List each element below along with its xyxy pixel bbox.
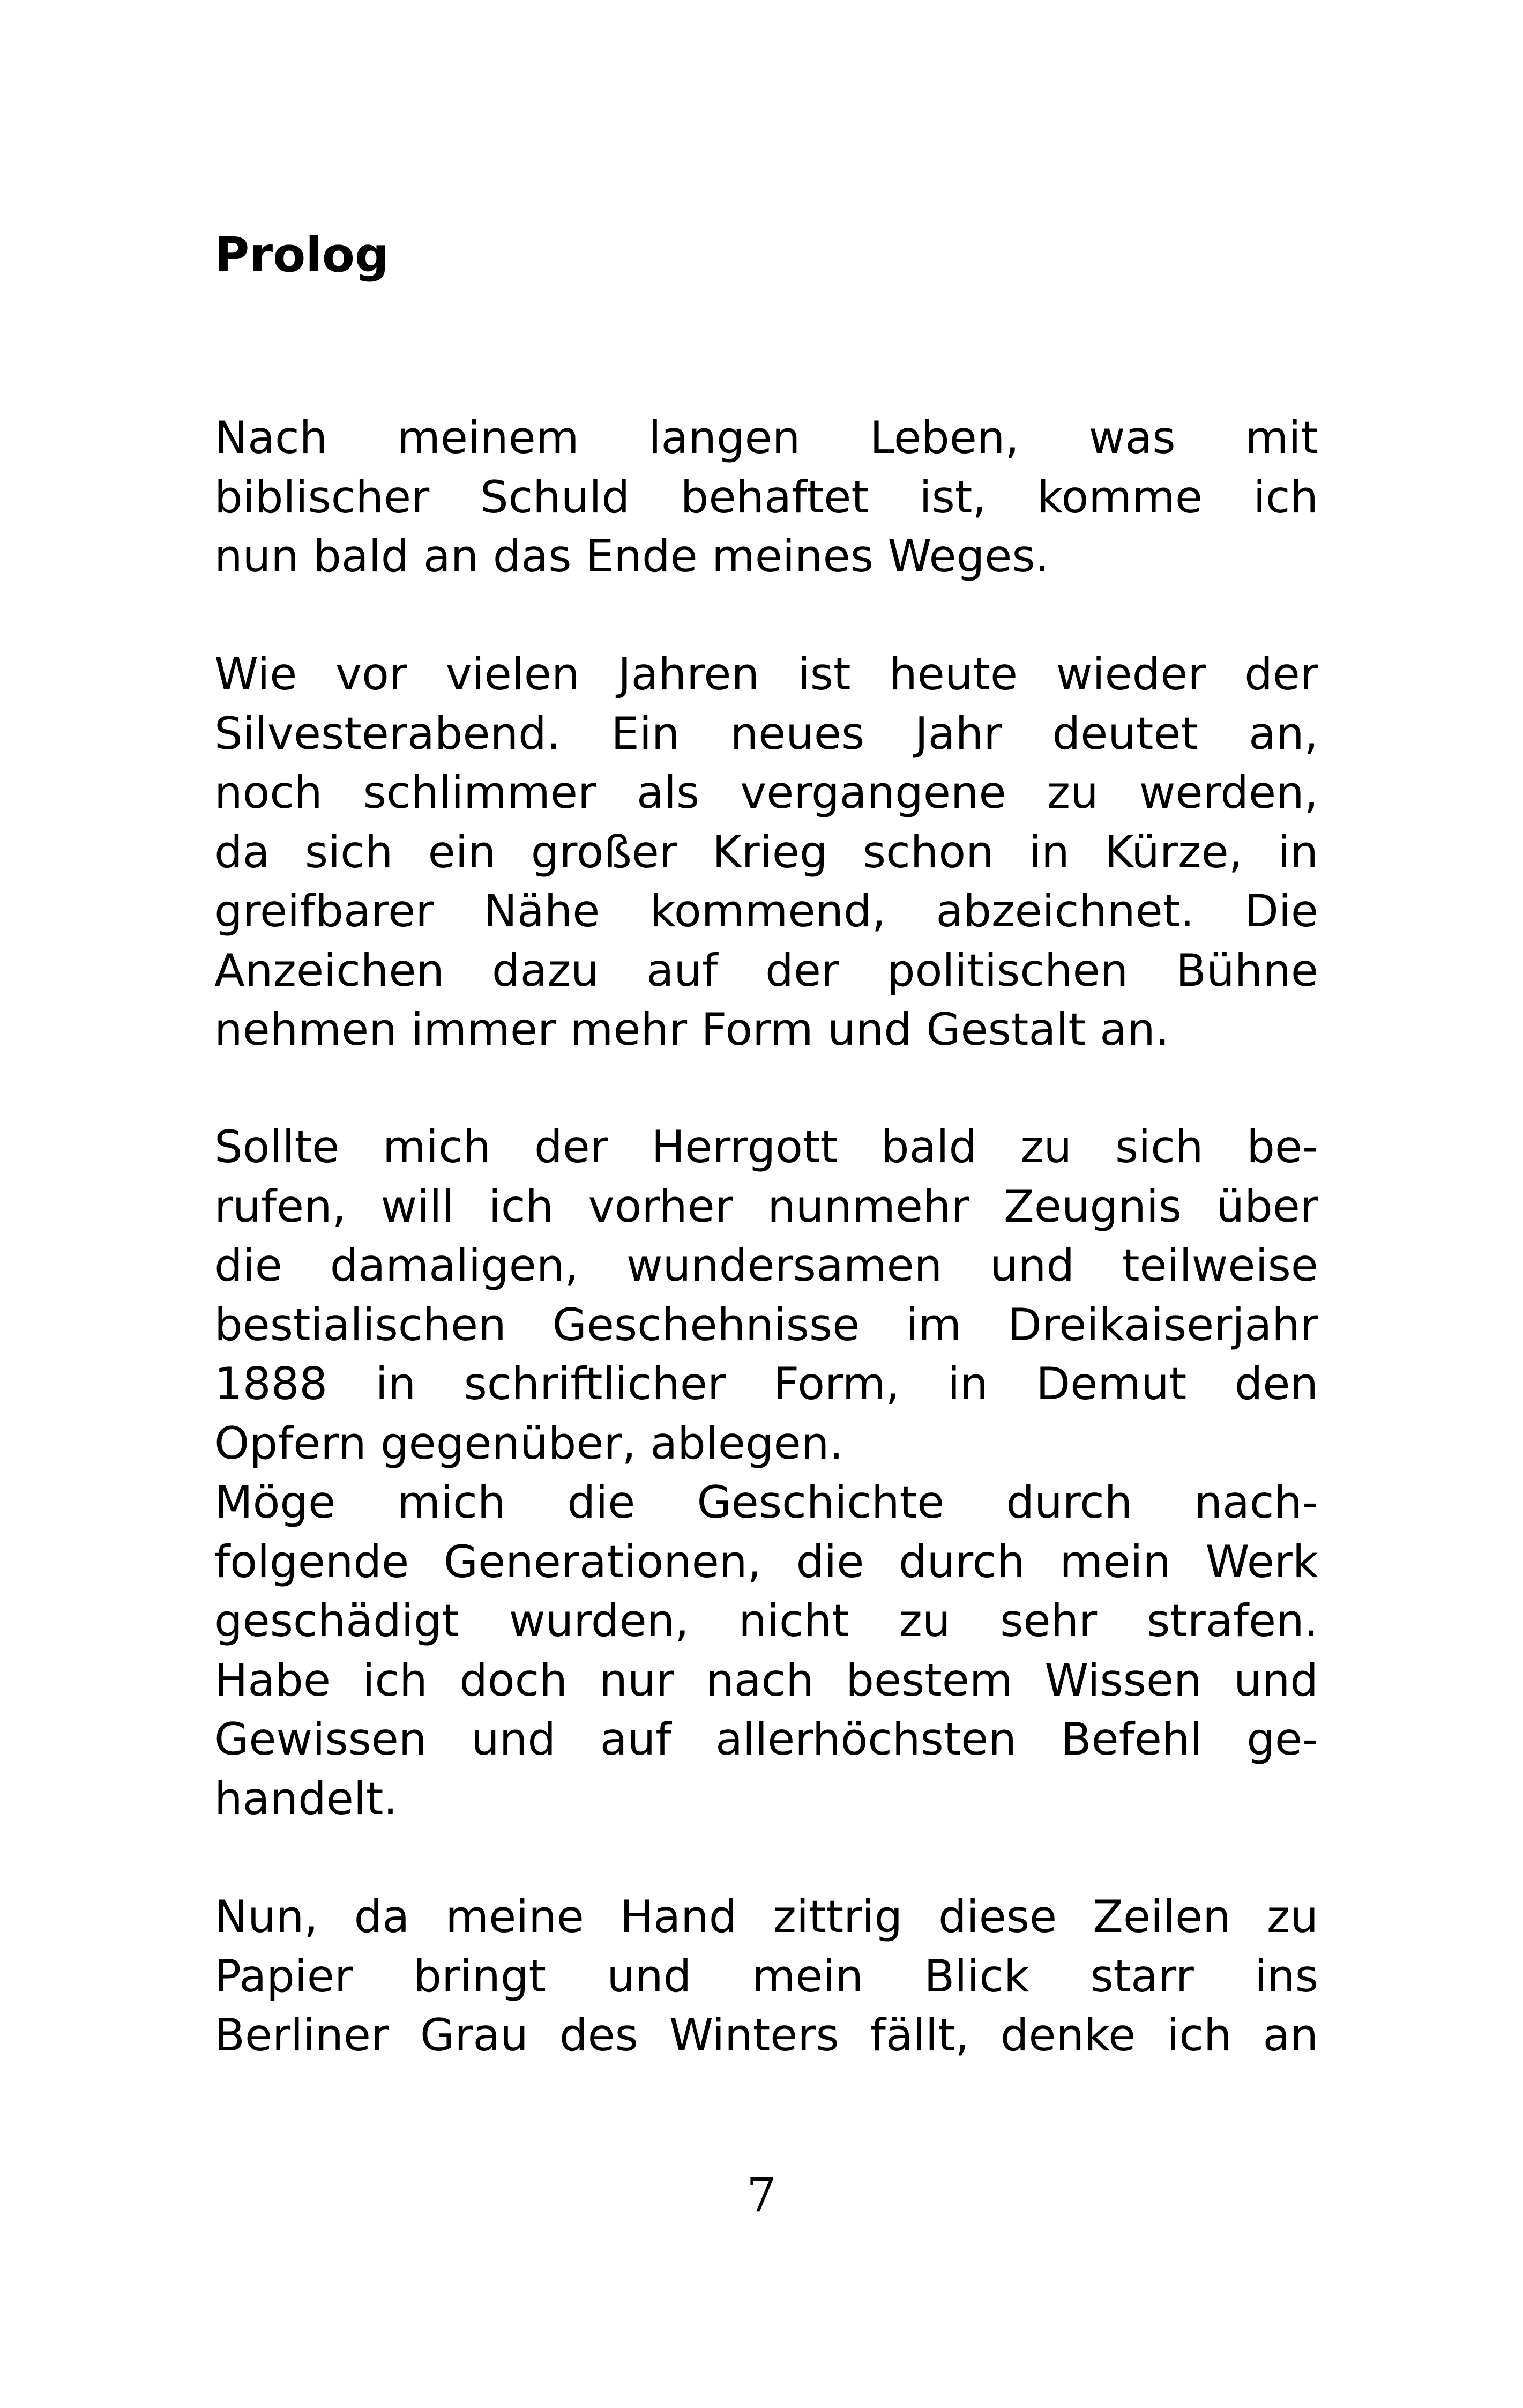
- page-number: 7: [746, 2167, 777, 2223]
- text-line: Anzeichen dazu auf der politischen Bühne: [214, 944, 1318, 997]
- text-line: Gewissen und auf allerhöchsten Befehl ge-: [214, 1713, 1318, 1765]
- text-line: Silvesterabend. Ein neues Jahr deutet an,: [214, 707, 1318, 760]
- text-line: Sollte mich der Herrgott bald zu sich be-: [214, 1121, 1318, 1173]
- text-line: nehmen immer mehr Form und Gestalt an.: [214, 1004, 1170, 1056]
- text-line: bestialischen Geschehnisse im Dreikaiserjahr: [214, 1298, 1318, 1351]
- text-line: Möge mich die Geschichte durch nach-: [214, 1476, 1318, 1528]
- text-line: 1888 in schriftlicher Form, in Demut den: [214, 1358, 1318, 1410]
- text-line: Nun, da meine Hand zittrig diese Zeilen zu: [214, 1891, 1318, 1943]
- text-line: die damaligen, wundersamen und teilweise: [214, 1239, 1318, 1291]
- text-line: Habe ich doch nur nach bestem Wissen und: [214, 1654, 1318, 1706]
- text-line: Wie vor vielen Jahren ist heute wieder der: [214, 648, 1318, 700]
- text-line: greifbarer Nähe kommend, abzeichnet. Die: [214, 885, 1318, 937]
- text-line: noch schlimmer als vergangene zu werden,: [214, 767, 1318, 819]
- text-line: folgende Generationen, die durch mein Werk: [214, 1535, 1318, 1588]
- text-line: da sich ein großer Krieg schon in Kürze, in: [214, 826, 1318, 878]
- text-line: handelt.: [214, 1772, 398, 1825]
- paragraph-2: [214, 645, 1318, 1060]
- text-line: Nach meinem langen Leben, was mit: [214, 412, 1318, 464]
- text-line: nun bald an das Ende meines Weges.: [214, 530, 1049, 582]
- paragraph-3: [214, 1118, 1318, 1473]
- chapter-heading: Prolog: [214, 227, 389, 283]
- paragraph-4: [214, 1473, 1318, 1829]
- paragraph-5: [214, 1887, 1318, 2065]
- paragraph-1: [214, 408, 1318, 586]
- text-line: rufen, will ich vorher nunmehr Zeugnis über: [214, 1180, 1318, 1232]
- text-line: Papier bringt und mein Blick starr ins: [214, 1950, 1318, 2002]
- text-line: geschädigt wurden, nicht zu sehr strafen.: [214, 1595, 1318, 1647]
- text-line: Opfern gegenüber, ablegen.: [214, 1417, 843, 1469]
- text-line: Berliner Grau des Winters fällt, denke ich an: [214, 2009, 1318, 2061]
- text-line: biblischer Schuld behaftet ist, komme ich: [214, 471, 1318, 523]
